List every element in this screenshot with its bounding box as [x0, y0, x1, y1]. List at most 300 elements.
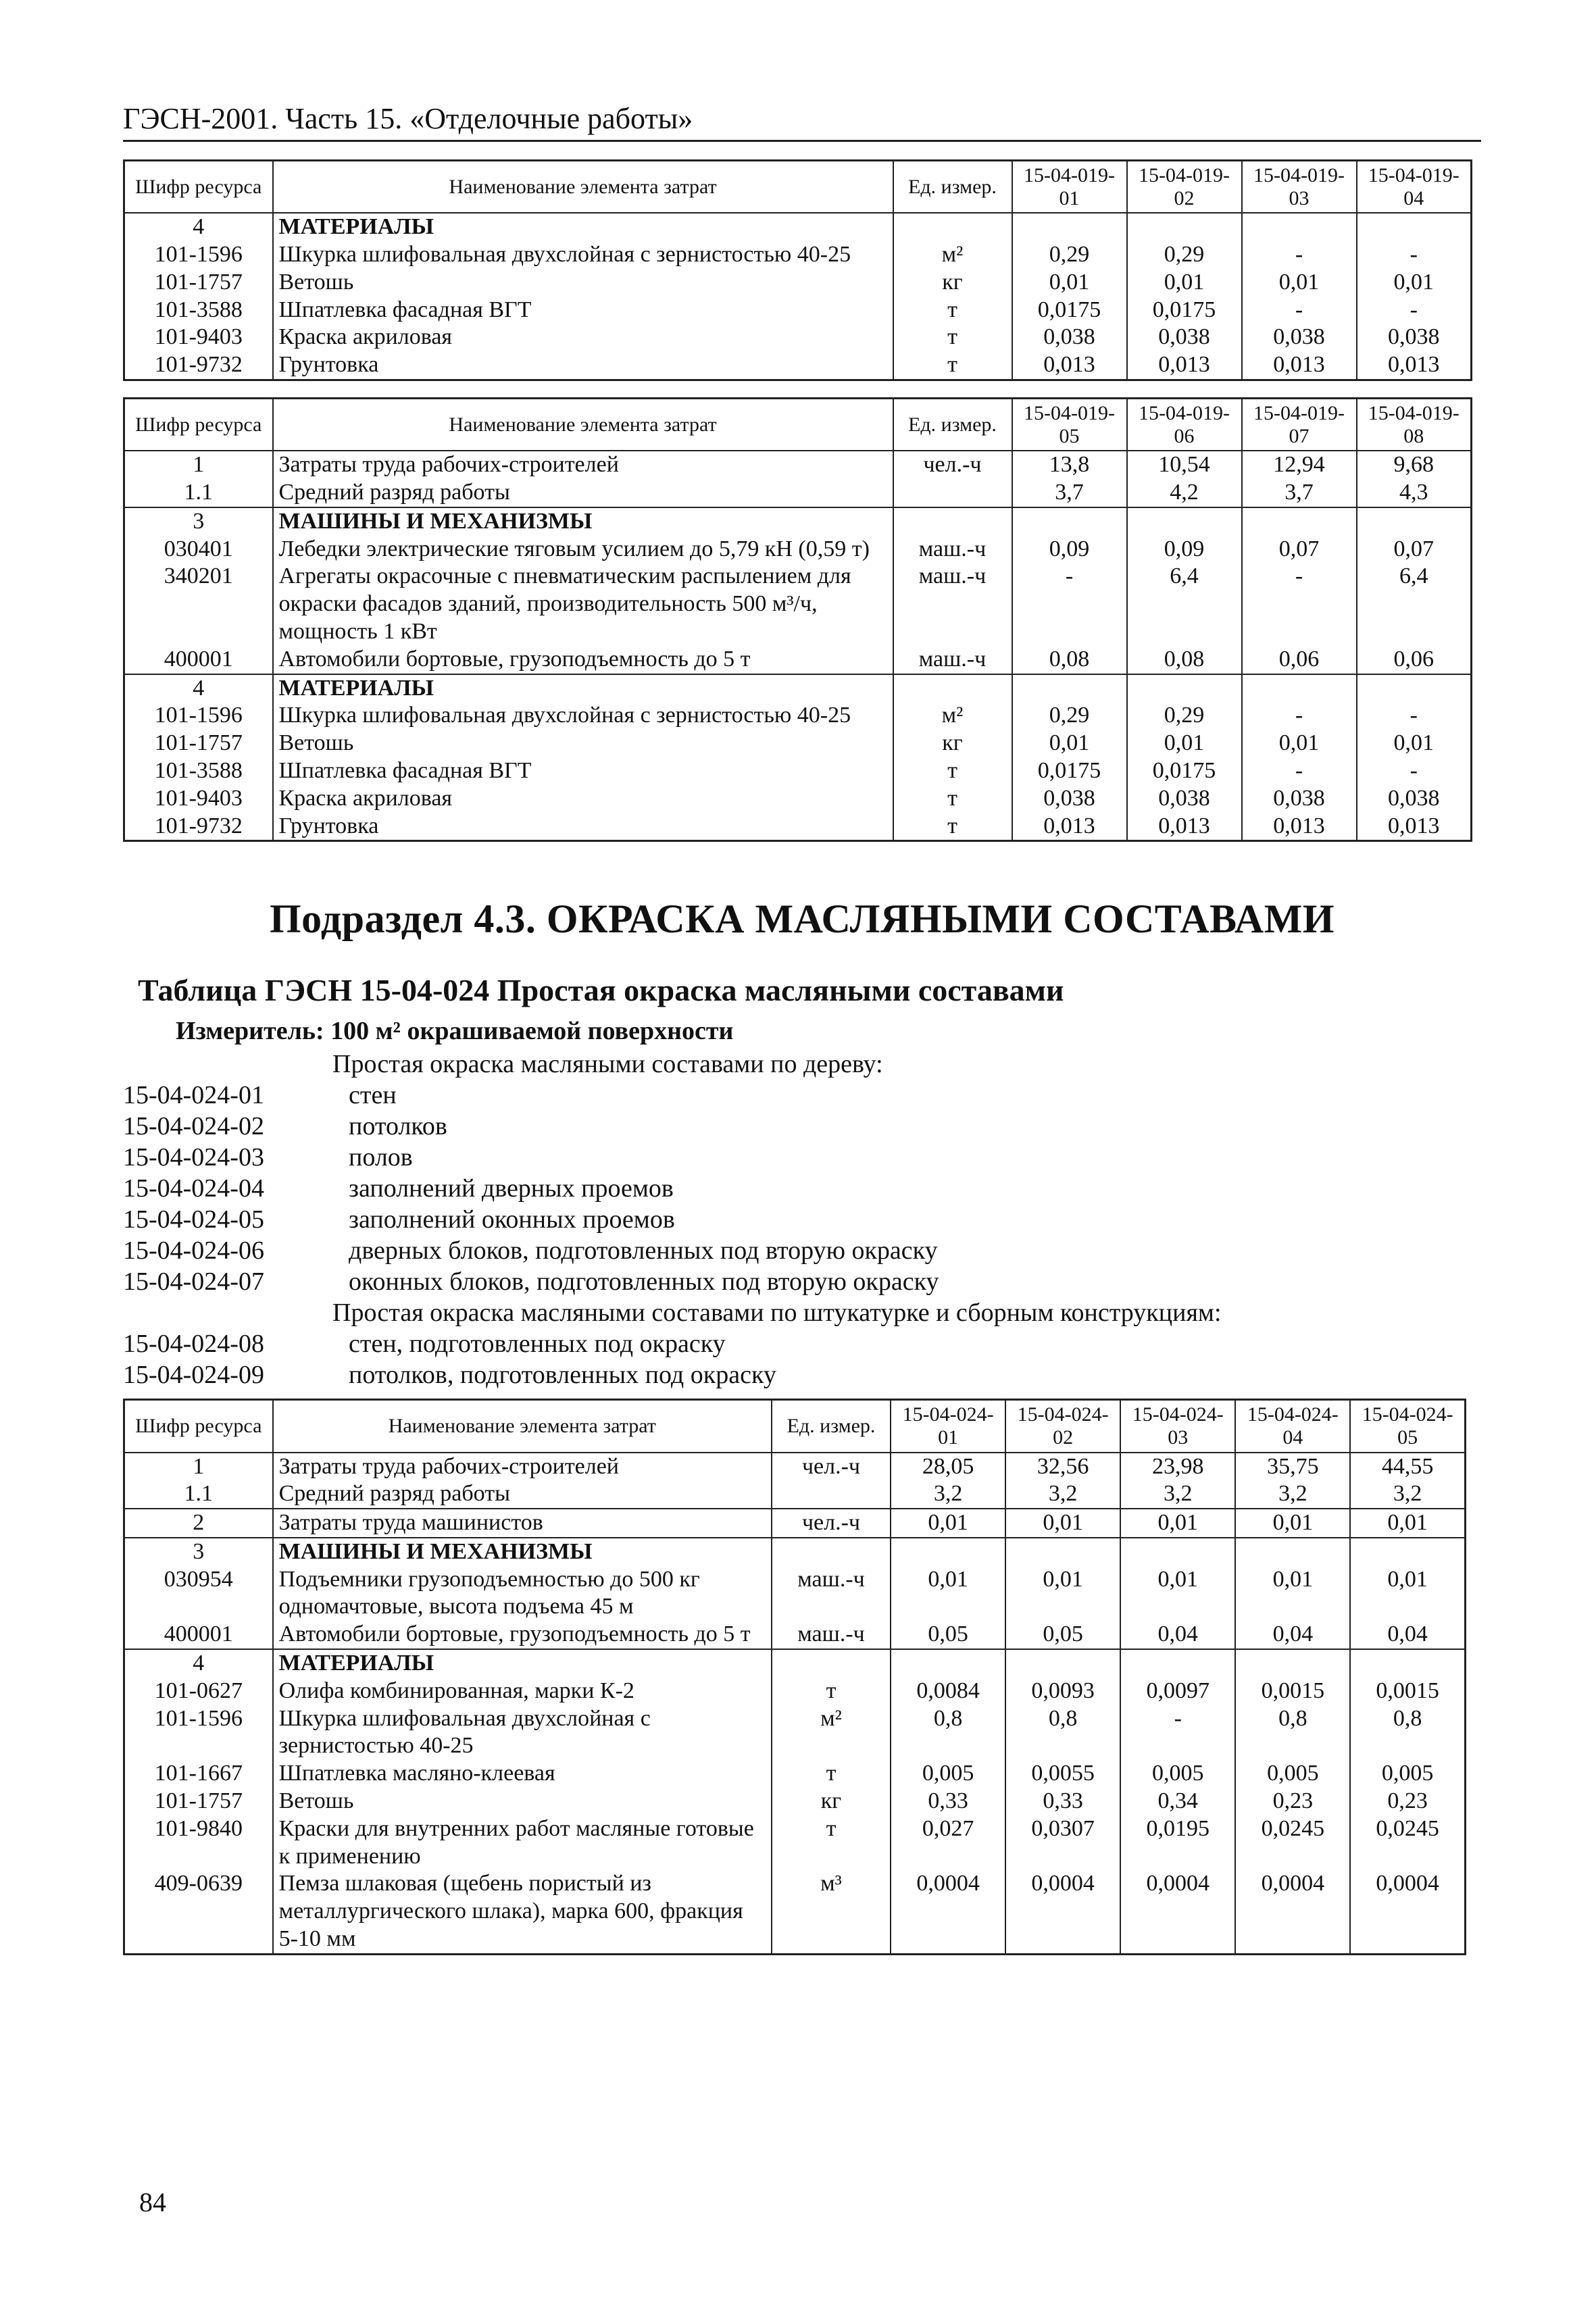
norm-value: 0,01 — [1120, 1509, 1235, 1538]
resource-name: МАТЕРИАЛЫ — [273, 674, 893, 703]
norm-value: 6,4 — [1127, 563, 1242, 645]
norm-value: 0,8 — [1350, 1705, 1465, 1761]
resource-name: Пемза шлаковая (щебень пористый из металлургического шлака), марка 600, фракция 5-10 мм — [273, 1870, 772, 1954]
norm-value: 0,01 — [1350, 1509, 1465, 1538]
resource-code: 101-1757 — [124, 730, 273, 757]
norm-value: 3,2 — [1350, 1480, 1465, 1509]
norm-value: 0,23 — [1350, 1788, 1465, 1815]
resource-code: 101-9403 — [124, 785, 273, 813]
resource-unit: чел.-ч — [772, 1453, 891, 1481]
running-title: ГЭСН-2001. Часть 15. «Отделочные работы» — [123, 101, 1481, 142]
norm-value: 28,05 — [891, 1453, 1005, 1481]
norm-value: 0,05 — [1005, 1621, 1120, 1649]
resource-table-019-01-04 — [123, 159, 1472, 381]
resource-name: Затраты труда машинистов — [273, 1509, 772, 1538]
table-row — [124, 730, 1472, 757]
norm-value: 23,98 — [1120, 1453, 1235, 1481]
norm-value: 0,01 — [1357, 269, 1472, 297]
table-row — [124, 324, 1472, 351]
table-row — [124, 785, 1472, 813]
norm-value: 0,0175 — [1127, 297, 1242, 324]
norm-value: 13,8 — [1012, 451, 1127, 479]
resource-code: 400001 — [124, 646, 273, 674]
variants-group-title: Простая окраска масляными составами по дереву: — [332, 1050, 883, 1079]
resource-unit: т — [772, 1815, 891, 1871]
norm-value: 0,038 — [1242, 785, 1357, 813]
norm-value: 3,2 — [891, 1480, 1005, 1509]
variant-item — [123, 1359, 1481, 1390]
variant-code: 15-04-024-02 — [123, 1112, 264, 1141]
resource-unit: т — [893, 324, 1012, 351]
table-row — [124, 646, 1472, 674]
norm-value — [1127, 507, 1242, 536]
resource-unit: маш.-ч — [772, 1566, 891, 1621]
norm-value: 0,038 — [1127, 785, 1242, 813]
resource-code: 101-9732 — [124, 351, 273, 380]
norm-value: 0,013 — [1127, 813, 1242, 841]
variant-code: 15-04-024-06 — [123, 1236, 264, 1265]
norm-value — [1120, 1538, 1235, 1566]
norm-value: 6,4 — [1357, 563, 1472, 645]
norm-value: 0,01 — [1350, 1566, 1465, 1621]
norm-value: 0,0055 — [1005, 1760, 1120, 1788]
norm-value — [1235, 1538, 1350, 1566]
norm-value: 0,01 — [1127, 730, 1242, 757]
resource-code: 101-3588 — [124, 297, 273, 324]
table-row — [124, 674, 1472, 703]
resource-unit: м² — [893, 702, 1012, 730]
resource-table-024-01-05 — [123, 1399, 1466, 1955]
table-row — [124, 213, 1472, 241]
norm-value: 44,55 — [1350, 1453, 1465, 1481]
resource-unit — [893, 674, 1012, 703]
norm-value: 0,013 — [1242, 813, 1357, 841]
resource-unit: т — [893, 757, 1012, 785]
norm-value: 0,29 — [1012, 702, 1127, 730]
norm-value — [1357, 507, 1472, 536]
norm-value: 10,54 — [1127, 451, 1242, 479]
table-row — [124, 702, 1472, 730]
table-row — [124, 1621, 1466, 1649]
resource-unit: т — [772, 1678, 891, 1705]
norm-value: 0,33 — [891, 1788, 1005, 1815]
norm-value: 0,0004 — [1235, 1870, 1350, 1954]
table-row — [124, 269, 1472, 297]
column-header-code: Шифр ресурса — [124, 398, 273, 451]
norm-value: 0,0175 — [1127, 757, 1242, 785]
variant-text: заполнений дверных проемов — [349, 1174, 674, 1203]
resource-name: Шкурка шлифовальная двухслойная с зернистостью 40-25 — [273, 702, 893, 730]
norm-value: 0,8 — [1005, 1705, 1120, 1761]
meter-value: 100 м² окрашиваемой поверхности — [330, 1017, 734, 1046]
table-row — [124, 813, 1472, 841]
resource-unit — [893, 213, 1012, 241]
norm-value: 0,01 — [1242, 730, 1357, 757]
resource-unit: кг — [893, 269, 1012, 297]
norm-value: 0,0093 — [1005, 1678, 1120, 1705]
resource-name: Средний разряд работы — [273, 1480, 772, 1509]
norm-value: 0,01 — [1120, 1566, 1235, 1621]
column-header-norm-code: 15-04-019-02 — [1127, 161, 1242, 213]
norm-value: 0,005 — [1235, 1760, 1350, 1788]
norm-value: 4,3 — [1357, 479, 1472, 507]
table-title: Таблица ГЭСН 15-04-024 Простая окраска масляными составами — [138, 973, 1064, 1008]
norm-value: - — [1012, 563, 1127, 645]
resource-code: 101-1596 — [124, 1705, 273, 1761]
norm-value: 0,09 — [1012, 536, 1127, 563]
norm-value: 0,09 — [1127, 536, 1242, 563]
norm-value: 0,0004 — [1350, 1870, 1465, 1954]
table-row — [124, 1788, 1466, 1815]
norm-value — [891, 1649, 1005, 1678]
norm-value: 0,038 — [1012, 324, 1127, 351]
resource-name: Средний разряд работы — [273, 479, 893, 507]
resource-unit — [893, 479, 1012, 507]
norm-value: 0,038 — [1357, 785, 1472, 813]
norm-value: 0,01 — [1005, 1566, 1120, 1621]
subsection-title: Подраздел 4.3. ОКРАСКА МАСЛЯНЫМИ СОСТАВАМИ — [269, 897, 1335, 942]
table-row — [124, 351, 1472, 380]
column-header-code: Шифр ресурса — [124, 161, 273, 213]
resource-unit: т — [893, 351, 1012, 380]
norm-value — [1242, 674, 1357, 703]
resource-unit — [772, 1480, 891, 1509]
resource-name: Краска акриловая — [273, 785, 893, 813]
resource-unit: маш.-ч — [893, 563, 1012, 645]
column-header-name: Наименование элемента затрат — [273, 398, 893, 451]
norm-value: 0,23 — [1235, 1788, 1350, 1815]
resource-unit: т — [772, 1760, 891, 1788]
norm-value: 0,04 — [1350, 1621, 1465, 1649]
resource-name: Краски для внутренних работ масляные готовые к применению — [273, 1815, 772, 1871]
norm-value: 0,0015 — [1235, 1678, 1350, 1705]
resource-code: 030401 — [124, 536, 273, 563]
norm-value: 0,07 — [1357, 536, 1472, 563]
norm-value: 0,01 — [1357, 730, 1472, 757]
resource-code: 101-0627 — [124, 1678, 273, 1705]
variant-item — [123, 1328, 1481, 1359]
resource-code: 3 — [124, 1538, 273, 1566]
table-row — [124, 1453, 1466, 1481]
variant-code: 15-04-024-01 — [123, 1081, 264, 1110]
resource-name: Грунтовка — [273, 813, 893, 841]
norm-value: 0,29 — [1012, 241, 1127, 269]
norm-value — [1127, 213, 1242, 241]
norm-value: 0,038 — [1357, 324, 1472, 351]
norm-value: 0,038 — [1127, 324, 1242, 351]
variant-code: 15-04-024-08 — [123, 1330, 264, 1359]
norm-value: 3,2 — [1005, 1480, 1120, 1509]
resource-name: Ветошь — [273, 730, 893, 757]
norm-value: 32,56 — [1005, 1453, 1120, 1481]
column-header-unit: Ед. измер. — [893, 161, 1012, 213]
norm-value: - — [1357, 757, 1472, 785]
resource-name: Подъемники грузоподъемностью до 500 кг одномачтовые, высота подъема 45 м — [273, 1566, 772, 1621]
table-header-row — [124, 398, 1472, 451]
variant-text: потолков, подготовленных под окраску — [349, 1361, 776, 1390]
norm-value — [1005, 1538, 1120, 1566]
resource-code: 101-9732 — [124, 813, 273, 841]
norm-value: 0,013 — [1357, 351, 1472, 380]
norm-value — [1350, 1538, 1465, 1566]
resource-unit — [893, 507, 1012, 536]
norm-value — [1005, 1649, 1120, 1678]
norm-value: 0,013 — [1127, 351, 1242, 380]
resource-unit: кг — [893, 730, 1012, 757]
norm-value — [1357, 213, 1472, 241]
table-row — [124, 1538, 1466, 1566]
norm-value: - — [1242, 757, 1357, 785]
resource-name: Шпатлевка фасадная ВГТ — [273, 297, 893, 324]
resource-unit: т — [893, 297, 1012, 324]
resource-unit — [772, 1649, 891, 1678]
resource-code: 409-0639 — [124, 1870, 273, 1954]
norm-value: 0,0195 — [1120, 1815, 1235, 1871]
norm-value: 0,0004 — [1120, 1870, 1235, 1954]
variant-item — [123, 1173, 1481, 1204]
norm-value: 0,0084 — [891, 1678, 1005, 1705]
variant-item — [123, 1080, 1481, 1111]
resource-unit: чел.-ч — [772, 1509, 891, 1538]
norm-value: 0,005 — [891, 1760, 1005, 1788]
resource-code: 101-1596 — [124, 241, 273, 269]
resource-name: МАТЕРИАЛЫ — [273, 213, 893, 241]
resource-code: 4 — [124, 213, 273, 241]
norm-value: 0,013 — [1357, 813, 1472, 841]
norm-value: - — [1120, 1705, 1235, 1761]
resource-name: Ветошь — [273, 269, 893, 297]
norm-value: 0,005 — [1120, 1760, 1235, 1788]
norm-value: 0,01 — [1235, 1509, 1350, 1538]
norm-value — [1120, 1649, 1235, 1678]
resource-name: Ветошь — [273, 1788, 772, 1815]
norm-value: 0,013 — [1012, 813, 1127, 841]
table-row — [124, 479, 1472, 507]
norm-value: 0,01 — [891, 1566, 1005, 1621]
norm-value: 0,038 — [1242, 324, 1357, 351]
resource-unit: т — [893, 785, 1012, 813]
resource-name: Затраты труда рабочих-строителей — [273, 451, 893, 479]
norm-value: 0,33 — [1005, 1788, 1120, 1815]
resource-unit — [772, 1538, 891, 1566]
norm-value: - — [1242, 702, 1357, 730]
resource-code: 101-1757 — [124, 1788, 273, 1815]
column-header-norm-code: 15-04-019-06 — [1127, 398, 1242, 451]
column-header-norm-code: 15-04-019-03 — [1242, 161, 1357, 213]
norm-value: 12,94 — [1242, 451, 1357, 479]
table-row — [124, 1760, 1466, 1788]
norm-value: 0,04 — [1235, 1621, 1350, 1649]
resource-code: 340201 — [124, 563, 273, 645]
norm-value: 0,01 — [1012, 269, 1127, 297]
resource-code: 4 — [124, 1649, 273, 1678]
resource-name: Олифа комбинированная, марки К-2 — [273, 1678, 772, 1705]
norm-value — [1012, 674, 1127, 703]
norm-value: 3,7 — [1012, 479, 1127, 507]
variant-item — [123, 1142, 1481, 1173]
table-row — [124, 1678, 1466, 1705]
resource-code: 1.1 — [124, 479, 273, 507]
norm-value — [1242, 213, 1357, 241]
variants-group — [123, 1328, 1481, 1390]
resource-code: 1 — [124, 451, 273, 479]
resource-name: Краска акриловая — [273, 324, 893, 351]
table-row — [124, 451, 1472, 479]
norm-value: - — [1357, 241, 1472, 269]
resource-unit: кг — [772, 1788, 891, 1815]
norm-value: - — [1242, 241, 1357, 269]
resource-name: Автомобили бортовые, грузоподъемность до 5 т — [273, 1621, 772, 1649]
norm-value: 0,05 — [891, 1621, 1005, 1649]
norm-value — [1012, 213, 1127, 241]
column-header-norm-code: 15-04-024-05 — [1350, 1400, 1465, 1453]
table-row — [124, 297, 1472, 324]
variants-group-title: Простая окраска масляными составами по штукатурке и сборным конструкциям: — [332, 1299, 1222, 1328]
table-row — [124, 1480, 1466, 1509]
column-header-norm-code: 15-04-019-07 — [1242, 398, 1357, 451]
variant-code: 15-04-024-04 — [123, 1174, 264, 1203]
norm-value: 0,0004 — [1005, 1870, 1120, 1954]
variant-code: 15-04-024-09 — [123, 1361, 264, 1390]
norm-value — [1127, 674, 1242, 703]
norm-value: 0,06 — [1357, 646, 1472, 674]
column-header-norm-code: 15-04-024-02 — [1005, 1400, 1120, 1453]
norm-value: 9,68 — [1357, 451, 1472, 479]
table-row — [124, 1705, 1466, 1761]
norm-value — [1235, 1649, 1350, 1678]
variant-text: заполнений оконных проемов — [349, 1205, 675, 1234]
norm-value: 3,7 — [1242, 479, 1357, 507]
variants-list — [123, 1049, 1481, 1390]
table-row — [124, 1870, 1466, 1954]
column-header-norm-code: 15-04-019-01 — [1012, 161, 1127, 213]
resource-name: Грунтовка — [273, 351, 893, 380]
variant-code: 15-04-024-07 — [123, 1267, 264, 1297]
norm-value: 0,013 — [1012, 351, 1127, 380]
resource-name: МАШИНЫ И МЕХАНИЗМЫ — [273, 1538, 772, 1566]
page — [123, 101, 1481, 1955]
norm-value: 0,01 — [1235, 1566, 1350, 1621]
norm-value: 0,04 — [1120, 1621, 1235, 1649]
variant-item — [123, 1111, 1481, 1142]
column-header-norm-code: 15-04-019-04 — [1357, 161, 1472, 213]
table-row — [124, 1815, 1466, 1871]
page-number: 84 — [139, 2187, 166, 2217]
norm-value: 0,29 — [1127, 702, 1242, 730]
resource-code: 101-3588 — [124, 757, 273, 785]
resource-code: 400001 — [124, 1621, 273, 1649]
resource-name: МАТЕРИАЛЫ — [273, 1649, 772, 1678]
norm-value: 4,2 — [1127, 479, 1242, 507]
norm-value: 0,07 — [1242, 536, 1357, 563]
norm-value: 0,038 — [1012, 785, 1127, 813]
norm-value: 0,0097 — [1120, 1678, 1235, 1705]
norm-value: 0,01 — [1005, 1509, 1120, 1538]
resource-name: Лебедки электрические тяговым усилием до 5,79 кН (0,59 т) — [273, 536, 893, 563]
norm-value: 0,0175 — [1012, 757, 1127, 785]
norm-value: 0,0245 — [1235, 1815, 1350, 1871]
column-header-name: Наименование элемента затрат — [273, 161, 893, 213]
variant-text: потолков — [349, 1112, 447, 1141]
meter-label: Измеритель: — [176, 1017, 324, 1046]
norm-value: 0,01 — [1242, 269, 1357, 297]
resource-unit: маш.-ч — [772, 1621, 891, 1649]
norm-value: 0,013 — [1242, 351, 1357, 380]
norm-value: 0,06 — [1242, 646, 1357, 674]
column-header-norm-code: 15-04-019-05 — [1012, 398, 1127, 451]
resource-unit: т — [893, 813, 1012, 841]
resource-code: 4 — [124, 674, 273, 703]
resource-code: 030954 — [124, 1566, 273, 1621]
norm-value: 3,2 — [1120, 1480, 1235, 1509]
column-header-name: Наименование элемента затрат — [273, 1400, 772, 1453]
variant-text: стен, подготовленных под окраску — [349, 1330, 726, 1359]
norm-value: 0,29 — [1127, 241, 1242, 269]
table-row — [124, 757, 1472, 785]
resource-code: 3 — [124, 507, 273, 536]
norm-value: 0,01 — [891, 1509, 1005, 1538]
resource-code: 1 — [124, 1453, 273, 1481]
column-header-unit: Ед. измер. — [893, 398, 1012, 451]
variant-text: дверных блоков, подготовленных под вторую окраску — [349, 1236, 938, 1265]
norm-value: 0,027 — [891, 1815, 1005, 1871]
norm-value: 0,0245 — [1350, 1815, 1465, 1871]
norm-value: 0,8 — [1235, 1705, 1350, 1761]
norm-value — [1012, 507, 1127, 536]
resource-name: Шпатлевка фасадная ВГТ — [273, 757, 893, 785]
norm-value: 0,005 — [1350, 1760, 1465, 1788]
resource-unit: маш.-ч — [893, 536, 1012, 563]
variant-item — [123, 1204, 1481, 1235]
norm-value: 0,01 — [1127, 269, 1242, 297]
norm-value: 0,0004 — [891, 1870, 1005, 1954]
variant-text: оконных блоков, подготовленных под вторую окраску — [349, 1267, 939, 1297]
table-row — [124, 1649, 1466, 1678]
resource-unit: маш.-ч — [893, 646, 1012, 674]
table-row — [124, 507, 1472, 536]
resource-name: Шкурка шлифовальная двухслойная с зернистостью 40-25 — [273, 241, 893, 269]
norm-value — [891, 1538, 1005, 1566]
norm-value — [1242, 507, 1357, 536]
table-row — [124, 1509, 1466, 1538]
norm-value: 0,08 — [1127, 646, 1242, 674]
norm-value: - — [1242, 563, 1357, 645]
column-header-code: Шифр ресурса — [124, 1400, 273, 1453]
variant-item — [123, 1235, 1481, 1266]
resource-name: Затраты труда рабочих-строителей — [273, 1453, 772, 1481]
variant-code: 15-04-024-05 — [123, 1205, 264, 1234]
norm-value: - — [1357, 297, 1472, 324]
variant-text: полов — [349, 1143, 413, 1172]
norm-value: 3,2 — [1235, 1480, 1350, 1509]
column-header-norm-code: 15-04-024-01 — [891, 1400, 1005, 1453]
variants-group — [123, 1080, 1481, 1297]
resource-name: Шпатлевка масляно-клеевая — [273, 1760, 772, 1788]
resource-table-019-05-08 — [123, 397, 1472, 842]
variant-text: стен — [349, 1081, 397, 1110]
resource-unit: чел.-ч — [893, 451, 1012, 479]
resource-code: 101-9840 — [124, 1815, 273, 1871]
column-header-norm-code: 15-04-024-04 — [1235, 1400, 1350, 1453]
resource-unit: м³ — [772, 1870, 891, 1954]
norm-value: 0,0015 — [1350, 1678, 1465, 1705]
resource-code: 101-1667 — [124, 1760, 273, 1788]
norm-value: 0,01 — [1012, 730, 1127, 757]
resource-code: 2 — [124, 1509, 273, 1538]
resource-name: МАШИНЫ И МЕХАНИЗМЫ — [273, 507, 893, 536]
resource-unit: м² — [893, 241, 1012, 269]
table-row — [124, 563, 1472, 645]
